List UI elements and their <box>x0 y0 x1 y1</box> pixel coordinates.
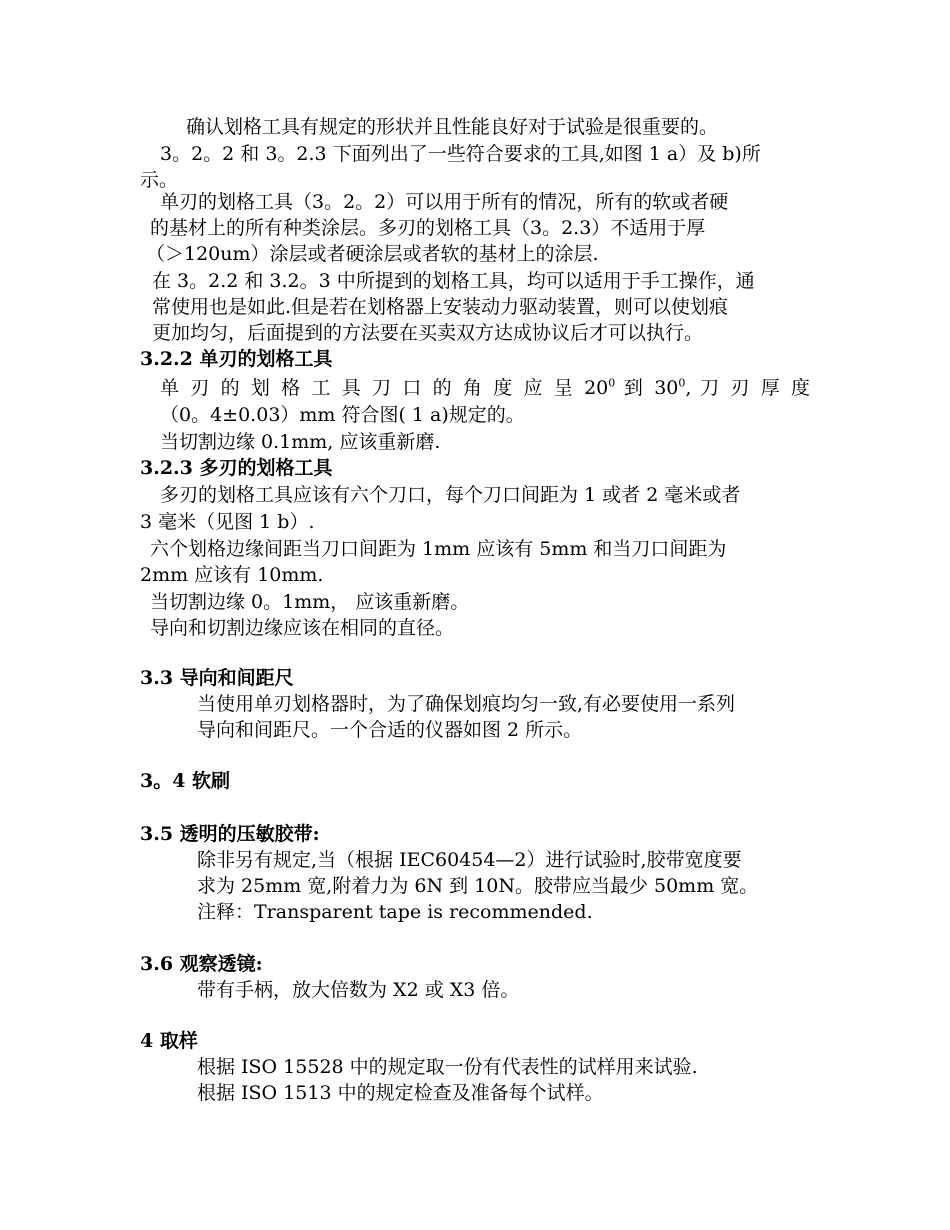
paragraph-line: 单刃的划格工具（3。2。2）可以用于所有的情况，所有的软或者硬 <box>160 191 729 213</box>
degree-superscript: 0 <box>678 376 686 390</box>
paragraph-line: 确认划格工具有规定的形状并且性能良好对于试验是很重要的。 <box>186 116 719 138</box>
paragraph-line: 在 3。2.2 和 3.2。3 中所提到的划格工具，均可以适用于手工操作，通 <box>152 270 755 292</box>
paragraph-line: 3 毫米（见图 1 b）. <box>140 511 315 533</box>
section-heading: 3.2.2 单刃的划格工具 <box>140 348 333 370</box>
section-heading: 3。4 软刷 <box>140 770 231 792</box>
paragraph-line <box>160 375 810 401</box>
text-run: 单 刃 的 划 格 工 具 刀 口 的 角 度 应 呈 20 <box>160 377 609 399</box>
paragraph-line: 3。2。2 和 3。2.3 下面列出了一些符合要求的工具,如图 1 a）及 b)所 <box>160 143 761 165</box>
paragraph-line: 更加均匀，后面提到的方法要在买卖双方达成协议后才可以执行。 <box>152 322 704 344</box>
paragraph-line: 导向和切割边缘应该在相同的直径。 <box>150 617 455 639</box>
paragraph-line: 当切割边缘 0。1mm， 应该重新磨。 <box>150 591 470 613</box>
section-heading: 3.2.3 多刃的划格工具 <box>140 457 333 479</box>
degree-superscript: 0 <box>608 376 616 390</box>
paragraph-line: 的基材上的所有种类涂层。多刃的划格工具（3。2.3）不适用于厚 <box>150 217 706 239</box>
paragraph-line: 当使用单刃划格器时，为了确保划痕均匀一致,有必要使用一系列 <box>197 693 736 715</box>
text-run: 到 30 <box>615 377 679 399</box>
paragraph-line: 除非另有规定,当（根据 IEC60454—2）进行试验时,胶带宽度要 <box>197 849 742 871</box>
paragraph-line: 带有手柄，放大倍数为 X2 或 X3 倍。 <box>197 979 520 1001</box>
paragraph-line: （＞120um）涂层或者硬涂层或者软的基材上的涂层. <box>146 243 599 265</box>
text-run: , 刀 刃 厚 度 <box>685 377 810 399</box>
paragraph-line: 多刃的划格工具应该有六个刀口，每个刀口间距为 1 或者 2 毫米或者 <box>160 484 741 506</box>
section-heading: 3.6 观察透镜: <box>140 953 263 975</box>
paragraph-line: 当切割边缘 0.1mm, 应该重新磨. <box>160 431 441 453</box>
paragraph-line: 求为 25mm 宽,附着力为 6N 到 10N。胶带应当最少 50mm 宽。 <box>197 875 759 897</box>
paragraph-line: 六个划格边缘间距当刀口间距为 1mm 应该有 5mm 和当刀口间距为 <box>150 538 727 560</box>
paragraph-line: 2mm 应该有 10mm. <box>140 564 324 586</box>
section-heading: 3.3 导向和间距尺 <box>140 667 294 689</box>
paragraph-line: 常使用也是如此.但是若在划格器上安装动力驱动装置，则可以使划痕 <box>152 296 729 318</box>
paragraph-line: 注释：Transparent tape is recommended. <box>197 901 593 923</box>
paragraph-line: 示。 <box>140 169 179 191</box>
paragraph-line: （0。4±0.03）mm 符合图( 1 a)规定的。 <box>160 404 525 426</box>
paragraph-line: 根据 ISO 1513 中的规定检查及准备每个试样。 <box>197 1082 604 1104</box>
section-heading: 3.5 透明的压敏胶带: <box>140 823 320 845</box>
paragraph-line: 导向和间距尺。一个合适的仪器如图 2 所示。 <box>197 719 583 741</box>
section-heading: 4 取样 <box>140 1030 198 1052</box>
paragraph-line: 根据 ISO 15528 中的规定取一份有代表性的试样用来试验. <box>197 1056 698 1078</box>
